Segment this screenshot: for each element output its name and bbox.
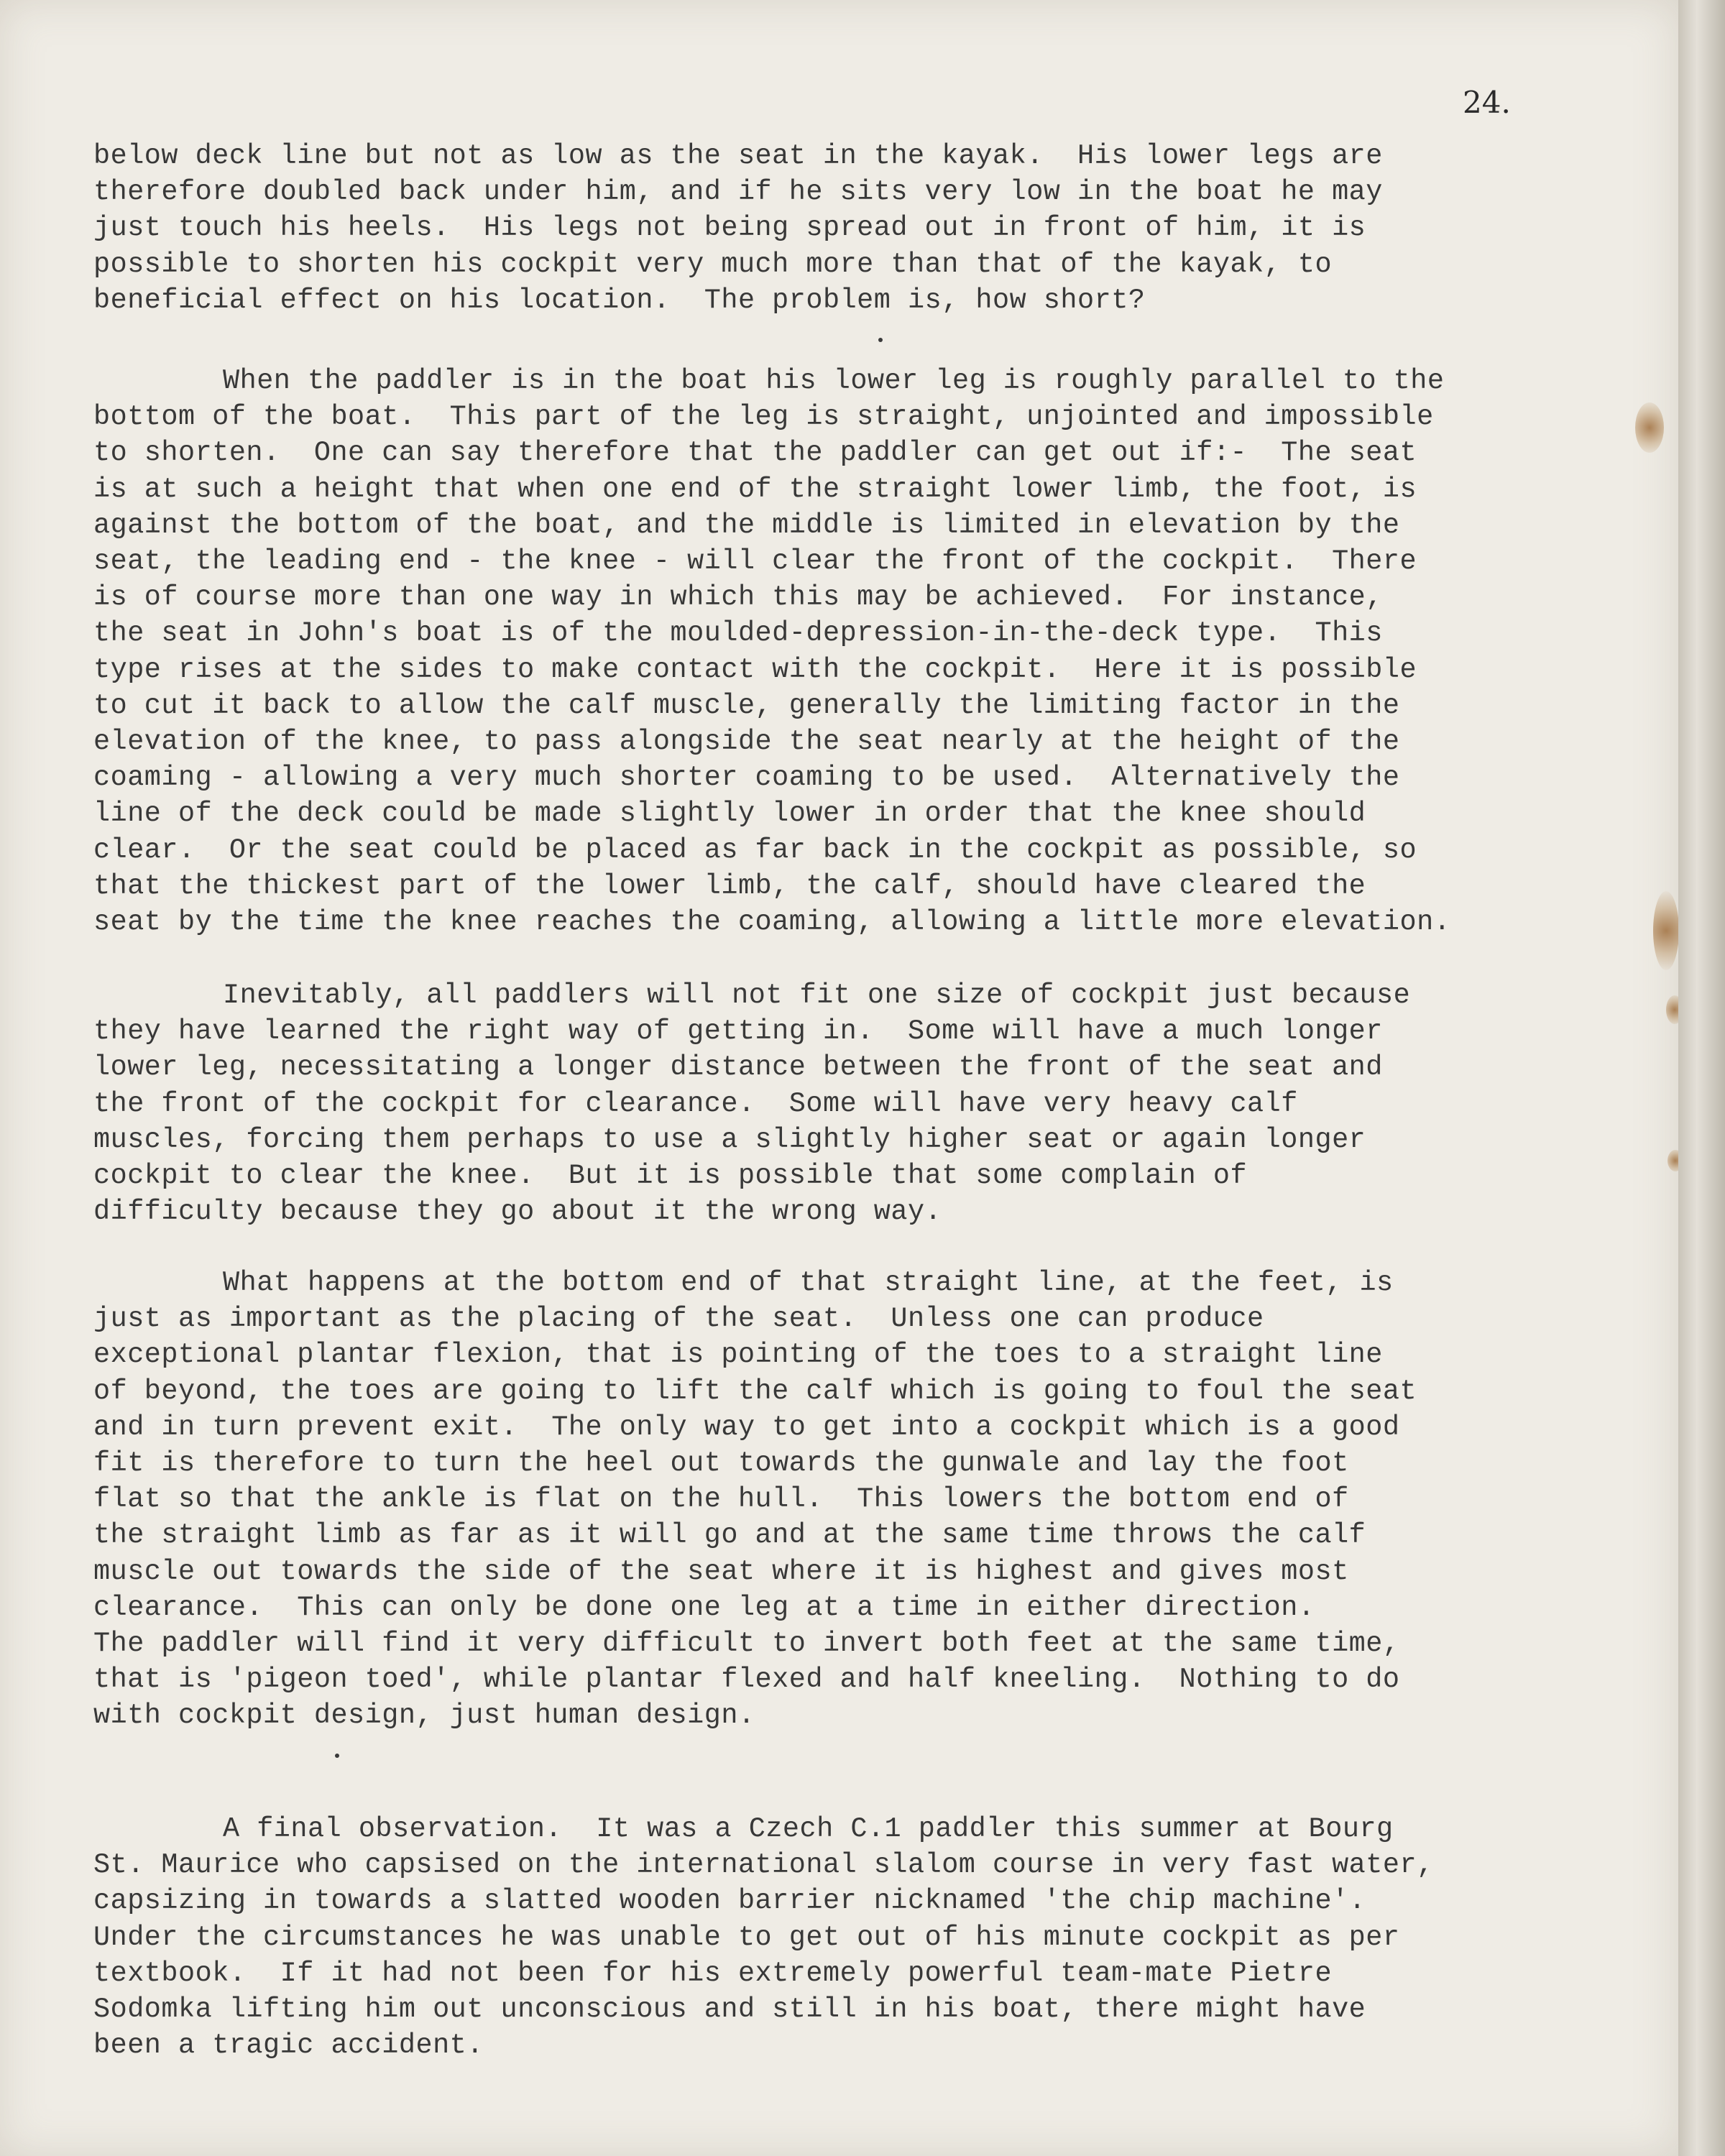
- text-line: seat, the leading end - the knee - will clear the front of the cockpit. There: [93, 545, 1417, 578]
- rust-stain: [1635, 402, 1664, 453]
- text-line: they have learned the right way of getting in. Some will have a much longer: [93, 1015, 1383, 1048]
- text-line: beneficial effect on his location. The problem is, how short?: [93, 284, 1146, 316]
- text-line: bottom of the boat. This part of the leg is straight, unjointed and impossible: [93, 401, 1434, 433]
- ink-fleck: [335, 1754, 339, 1758]
- text-line: with cockpit design, just human design.: [93, 1700, 755, 1732]
- text-line: and in turn prevent exit. The only way to get into a cockpit which is a good: [93, 1411, 1400, 1443]
- text-line: to cut it back to allow the calf muscle, generally the limiting factor in the: [93, 689, 1400, 722]
- text-line: muscles, forcing them perhaps to use a slightly higher seat or again longer: [93, 1123, 1366, 1156]
- text-line: therefore doubled back under him, and if he sits very low in the boat he may: [93, 176, 1383, 208]
- text-line: possible to shorten his cockpit very much more than that of the kayak, to: [93, 248, 1333, 280]
- text-line: clear. Or the seat could be placed as far back in the cockpit as possible, so: [93, 834, 1417, 866]
- text-line: type rises at the sides to make contact with the cockpit. Here it is possible: [93, 653, 1417, 686]
- text-line: elevation of the knee, to pass alongside the seat nearly at the height of the: [93, 726, 1400, 758]
- page-number: 24.: [1463, 85, 1511, 120]
- text-line: clearance. This can only be done one leg at a time in either direction.: [93, 1591, 1315, 1623]
- text-line: of beyond, the toes are going to lift the calf which is going to foul the seat: [93, 1375, 1417, 1407]
- text-line: flat so that the ankle is flat on the hull. This lowers the bottom end of: [93, 1483, 1349, 1516]
- text-line: that is 'pigeon toed', while plantar flexed and half kneeling. Nothing to do: [93, 1664, 1400, 1696]
- text-line: the seat in John's boat is of the moulded-depression-in-the-deck type. This: [93, 617, 1383, 650]
- text-line: lower leg, necessitating a longer distance between the front of the seat and: [93, 1051, 1383, 1084]
- text-line: Under the circumstances he was unable to get out of his minute cockpit as per: [93, 1921, 1400, 1953]
- page-edge: [1678, 0, 1725, 2156]
- text-line: against the bottom of the boat, and the middle is limited in elevation by the: [93, 509, 1400, 541]
- text-line: What happens at the bottom end of that straight line, at the feet, is: [223, 1267, 1394, 1299]
- text-line: the straight limb as far as it will go and at the same time throws the calf: [93, 1519, 1366, 1552]
- text-line: below deck line but not as low as the seat in the kayak. His lower legs are: [93, 140, 1383, 172]
- text-line: been a tragic accident.: [93, 2030, 484, 2062]
- rust-stain: [1653, 891, 1679, 970]
- text-line: the front of the cockpit for clearance. Some will have very heavy calf: [93, 1087, 1298, 1120]
- text-line: muscle out towards the side of the seat where it is highest and gives most: [93, 1555, 1349, 1588]
- text-line: that the thickest part of the lower limb, the calf, should have cleared the: [93, 870, 1366, 902]
- text-line: cockpit to clear the knee. But it is possible that some complain of: [93, 1160, 1248, 1192]
- text-line: just touch his heels. His legs not being spread out in front of him, it is: [93, 212, 1366, 244]
- text-line: is at such a height that when one end of the straight lower limb, the foot, is: [93, 473, 1417, 505]
- text-line: fit is therefore to turn the heel out towards the gunwale and lay the foot: [93, 1447, 1349, 1480]
- text-line: to shorten. One can say therefore that the paddler can get out if:- The seat: [93, 437, 1417, 469]
- paragraph-3: [93, 977, 1410, 1230]
- text-line: difficulty because they go about it the wrong way.: [93, 1196, 942, 1228]
- text-line: exceptional plantar flexion, that is pointing of the toes to a straight line: [93, 1339, 1383, 1371]
- text-line: Sodomka lifting him out unconscious and still in his boat, there might have: [93, 1994, 1366, 2026]
- text-line: A final observation. It was a Czech C.1 paddler this summer at Bourg: [223, 1813, 1394, 1845]
- text-line: capsizing in towards a slatted wooden barrier nicknamed 'the chip machine'.: [93, 1885, 1366, 1917]
- paragraph-4: [93, 1265, 1417, 1734]
- paragraph-1: [93, 138, 1383, 318]
- text-line: Inevitably, all paddlers will not fit one size of cockpit just because: [223, 980, 1411, 1011]
- text-line: The paddler will find it very difficult to invert both feet at the same time,: [93, 1628, 1400, 1660]
- ink-fleck: [878, 338, 883, 342]
- text-line: When the paddler is in the boat his lower leg is roughly parallel to the: [223, 365, 1445, 397]
- text-line: just as important as the placing of the seat. Unless one can produce: [93, 1303, 1264, 1335]
- text-line: line of the deck could be made slightly lower in order that the knee should: [93, 798, 1366, 830]
- text-line: is of course more than one way in which this may be achieved. For instance,: [93, 581, 1383, 614]
- text-line: St. Maurice who capsised on the international slalom course in very fast water,: [93, 1849, 1434, 1881]
- paragraph-2: [93, 363, 1450, 940]
- text-line: seat by the time the knee reaches the coaming, allowing a little more elevation.: [93, 906, 1451, 939]
- paragraph-5: [93, 1811, 1434, 2063]
- text-line: textbook. If it had not been for his extremely powerful team-mate Pietre: [93, 1957, 1333, 1989]
- text-line: coaming - allowing a very much shorter coaming to be used. Alternatively the: [93, 762, 1400, 794]
